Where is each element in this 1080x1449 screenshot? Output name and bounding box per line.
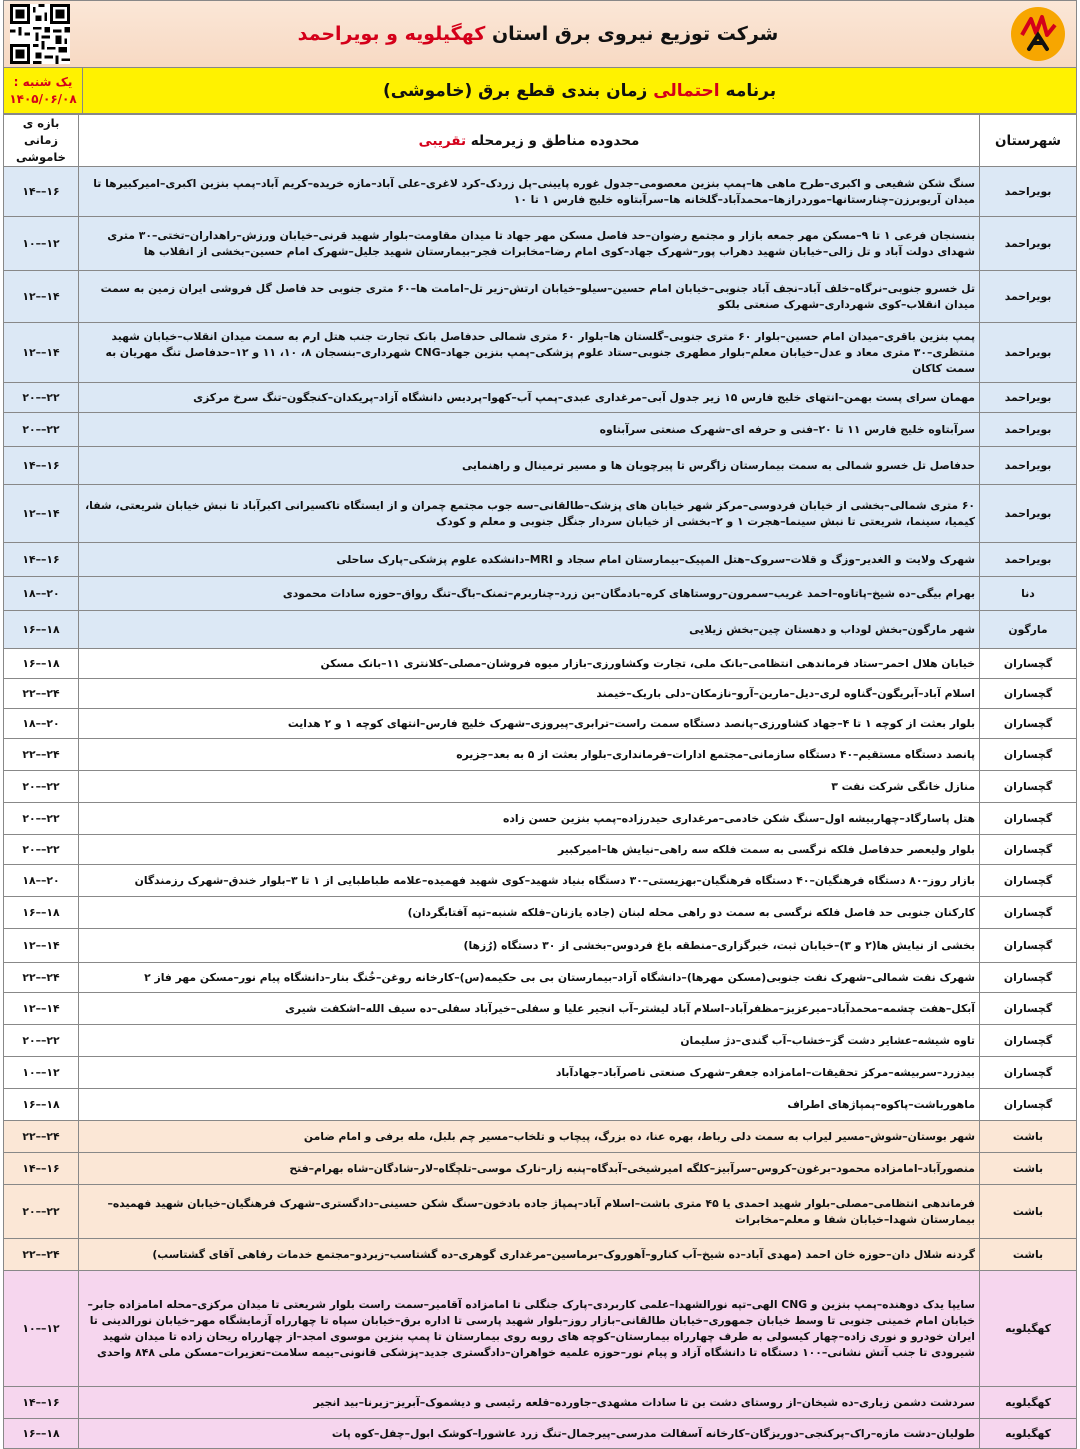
row-areas: بلوار بعثت از کوچه ۱ تا ۴–جهاد کشاورزی–پانصد دستگاه سمت راست–ترابری–پیروزی–شهرک خلیج فارس–انتهای کوچه ۱ و ۲ هدایت: [79, 709, 980, 739]
row-time: ۱۸––۲۰: [4, 865, 79, 897]
row-areas: شهر بوستان–شوش–مسیر لیراب به سمت دلی رباط، بهره عنا، ده بزرگ، پیچاب و تلخاب–مسیر چم بلبل، مله برفی و امام ضامن: [79, 1121, 980, 1153]
row-city: بویراحمد: [980, 323, 1077, 383]
row-city: بویراحمد: [980, 543, 1077, 577]
row-areas: منصورآباد–امامزاده محمود–برغون–کروس–سرآبیز–کلگه امیرشیخی–آبدگاه–پنبه زار–نارک موسی–تلچگاه–لار–شادگان–شاه بهرام–فتح: [79, 1153, 980, 1185]
row-city: باشت: [980, 1153, 1077, 1185]
row-areas: شهر مارگون–بخش لوداب و دهستان چین–بخش زیلایی: [79, 611, 980, 649]
row-time: ۲۰––۲۲: [4, 835, 79, 865]
row-areas: شهرک نفت شمالی–شهرک نفت جنوبی(مسکن مهرها)–دانشگاه آزاد–بیمارستان بی بی حکیمه(س)–کارخانه روغن–خُنگ بنار–دانشگاه پیام نور–مسکن مهر فاز ۲: [79, 963, 980, 993]
row-city: باشت: [980, 1239, 1077, 1271]
program-highlight: احتمالی: [653, 80, 720, 101]
table-row: [4, 1239, 1077, 1271]
row-time: ۲۰––۲۲: [4, 383, 79, 413]
table-row: [4, 543, 1077, 577]
table-row: [4, 739, 1077, 771]
row-areas: گردنه شلال دان–حوزه خان احمد (مهدی آباد–ده شیخ–آب کنارو–آهوروک–برماسین–مرغداری گوهری–ده گشتاسب–زیردو–مجتمع خدمات رفاهی آقای گشتاسب): [79, 1239, 980, 1271]
table-row: [4, 1153, 1077, 1185]
col-city: شهرستان: [980, 115, 1077, 167]
table-row: [4, 1121, 1077, 1153]
row-time: ۱۲––۱۴: [4, 485, 79, 543]
row-city: گچساران: [980, 1089, 1077, 1121]
table-row: [4, 413, 1077, 447]
row-time: ۱۶––۱۸: [4, 1419, 79, 1449]
table-header-row: [4, 115, 1077, 167]
row-time: ۲۰––۲۲: [4, 803, 79, 835]
row-time: ۱۴––۱۶: [4, 1153, 79, 1185]
row-time: ۱۸––۲۰: [4, 577, 79, 611]
row-time: ۱۸––۲۰: [4, 709, 79, 739]
qr-code-icon: [10, 4, 70, 64]
row-time: ۱۰––۱۲: [4, 1057, 79, 1089]
table-row: [4, 1387, 1077, 1419]
row-city: گچساران: [980, 803, 1077, 835]
table-body: [4, 167, 1077, 1449]
table-row: [4, 447, 1077, 485]
row-areas: شهرک ولایت و الغدیر–وزگ و قلات–سروک–هتل المپیک–بیمارستان امام سجاد و MRI–دانشکده علوم پزشکی–پارک ساحلی: [79, 543, 980, 577]
table-row: [4, 835, 1077, 865]
row-time: ۱۰––۱۲: [4, 217, 79, 271]
row-city: کهگیلویه: [980, 1387, 1077, 1419]
row-city: گچساران: [980, 709, 1077, 739]
row-city: گچساران: [980, 963, 1077, 993]
row-time: ۱۶––۱۸: [4, 611, 79, 649]
table-row: [4, 271, 1077, 323]
row-areas: بازار روز–۸۰ دستگاه فرهنگیان–۴۰ دستگاه فرهنگیان–بهزیستی–۳۰ دستگاه بنیاد شهید–کوی شهید فهمیده–علامه طباطبایی از ۱ تا ۳–بلوار خندق–شهرک رزمندگان: [79, 865, 980, 897]
company-title: [70, 23, 1006, 45]
table-row: [4, 383, 1077, 413]
row-areas: ماهورباشت–پاکوه–پمپاژهای اطراف: [79, 1089, 980, 1121]
row-areas: تاوه شیشه–عشایر دشت گز–خشاب–آب گندی–دژ سلیمان: [79, 1025, 980, 1057]
row-city: بویراحمد: [980, 447, 1077, 485]
program-title: [83, 68, 1076, 113]
row-city: گچساران: [980, 993, 1077, 1025]
table-row: [4, 993, 1077, 1025]
row-city: گچساران: [980, 679, 1077, 709]
row-city: بویراحمد: [980, 485, 1077, 543]
row-city: مارگون: [980, 611, 1077, 649]
header: [3, 0, 1077, 68]
program-suffix: زمان بندی قطع برق (خاموشی): [382, 80, 648, 101]
row-areas: طولیان–دشت مازه–راک–پرکنجی–دوریزگان–کارخانه آسفالت مدرسی–پیرجمال–تنگ زرد عاشورا–کوشک ابول–چفل–کوه پات: [79, 1419, 980, 1449]
row-city: باشت: [980, 1121, 1077, 1153]
row-areas: مهمان سرای پست بهمن–انتهای خلیج فارس ۱۵ زیر جدول آبی–مرغداری عبدی–پمپ آب–کهوا–پردیس دانشگاه آزاد–پریکدان–کنجگون–تنگ سرخ مرکزی: [79, 383, 980, 413]
program-prefix: برنامه: [725, 80, 777, 101]
row-areas: بلوار ولیعصر حدفاصل فلکه نرگسی به سمت فلکه سه راهی–نیایش ها–امیرکبیر: [79, 835, 980, 865]
row-time: ۲۲––۲۴: [4, 1121, 79, 1153]
table-row: [4, 577, 1077, 611]
row-areas: سایپا یدک دوهنده–پمپ بنزین و CNG الهی–تپه نورالشهدا–علمی کاربردی–پارک جنگلی تا امامزاده آقامیر–سمت راست بلوار شریعتی تا میدان مرکزی–محله امامزاده جابر–خیابان امام خمینی جنوبی تا وسط خیابان جمهوری–خیابان طالقانی–بازار روز–بلوار شهید پارسی تا اداره برق–خیابان سپاه تا چهارراه آزمایشگاه مهر–خیابان نورالدینی تا ایران خودرو و نوری زاده–چهار کیسولی به طرف چهارراه بیمارستان–کوچه های روبه روی بیمارستان تا پمپ بنزین موسوی امجد–از چهارراه ریحان زاده تا میدان شهید شیرودی تا جنب آتش نشانی–۱۰۰ دستگاه تا دانشگاه آزاد و پیام نور–حوزه علمیه خواهران–دادگستری جدید–پزشکی قانونی–بیمه سلامت–تعزیرات–مسکن ملی ۸۴۸ واحدی: [79, 1271, 980, 1387]
row-time: ۱۲––۱۴: [4, 323, 79, 383]
row-time: ۱۴––۱۶: [4, 543, 79, 577]
table-row: [4, 865, 1077, 897]
row-city: گچساران: [980, 1025, 1077, 1057]
row-areas: هتل پاسارگاد–چهاربیشه اول–سنگ شکن خادمی–مرغداری حیدرزاده–پمپ بنزین حسن زاده: [79, 803, 980, 835]
row-city: باشت: [980, 1185, 1077, 1239]
row-time: ۱۶––۱۸: [4, 1089, 79, 1121]
table-row: [4, 897, 1077, 929]
table-row: [4, 803, 1077, 835]
row-time: ۲۰––۲۲: [4, 413, 79, 447]
row-time: ۱۰––۱۲: [4, 1271, 79, 1387]
row-city: بویراحمد: [980, 383, 1077, 413]
row-areas: خیابان هلال احمر–ستاد فرماندهی انتظامی–بانک ملی، تجارت وکشاورزی–بازار میوه فروشان–مصلی–کلانتری ۱۱–بانک مسکن: [79, 649, 980, 679]
table-row: [4, 929, 1077, 963]
row-time: ۱۶––۱۸: [4, 649, 79, 679]
row-time: ۱۴––۱۶: [4, 167, 79, 217]
date-box: [4, 68, 83, 113]
row-time: ۱۴––۱۶: [4, 447, 79, 485]
row-city: کهگیلویه: [980, 1419, 1077, 1449]
row-areas: بیدزرد–سربیشه–مرکز تحقیقات–امامزاده جعفر–شهرک صنعتی ناصرآباد–جهادآباد: [79, 1057, 980, 1089]
row-city: گچساران: [980, 929, 1077, 963]
row-areas: سردشت دشمن زیاری–ده شیخان–از روستای دشت بن تا سادات مشهدی–جاورده–قلعه رئیسی و دیشموک–آبریز–زیرنا–بید انجیر: [79, 1387, 980, 1419]
row-areas: منازل خانگی شرکت نفت ۳: [79, 771, 980, 803]
row-areas: بنسنجان فرعی ۱ تا ۹–مسکن مهر جمعه بازار و مجتمع رضوان–حد فاصل مسکن مهر جهاد تا میدان مقاومت–بلوار شهید قرنی–خیابان ورزش–راهداران–تختی–۳۰ متری شهدای دولت آباد و تل زالی–خیابان شهید دهراب پور–شهرک جهاد–کوی امام رضا–مخابرات فجر–بیمارستان شهید جلیل–شهرک امام حسین–بخشی از انقلاب ها: [79, 217, 980, 271]
weekday: یک شنبه :: [13, 74, 73, 89]
table-row: [4, 1025, 1077, 1057]
date: ۱۴۰۵/۰۶/۰۸: [9, 91, 77, 106]
row-time: ۲۲––۲۴: [4, 1239, 79, 1271]
row-time: ۱۲––۱۴: [4, 993, 79, 1025]
table-row: [4, 167, 1077, 217]
company-prefix: شرکت توزیع نیروی برق استان: [491, 23, 779, 45]
row-areas: سنگ شکن شفیعی و اکبری–طرح ماهی ها–پمپ بنزین معصومی–جدول غوره پایینی–پل زردک–کرد لاغری–علی آباد–مازه خریده–کریم آباد–پمپ بنزین اکبری–امیرکبیرها تا میدان آریوبرزن–چنارستانها–موردرازها–محمدآباد–گلخانه ها–سرآبتاوه خلیج فارس ۱ تا ۱۰: [79, 167, 980, 217]
table-row: [4, 709, 1077, 739]
row-areas: سرآبتاوه خلیج فارس ۱۱ تا ۲۰–فنی و حرفه ای–شهرک صنعتی سرآبتاوه: [79, 413, 980, 447]
row-areas: بخشی از نیایش ها(۲ و ۳)–خیابان ثبت، خبرگزاری–منطقه باغ فردوس–بخشی از ۳۰ دستگاه (رُزها): [79, 929, 980, 963]
row-city: دنا: [980, 577, 1077, 611]
row-areas: اسلام آباد–آبریگون–گناوه لری–دیل–مارین–آرو–نازمکان–دلی باریک–خیمند: [79, 679, 980, 709]
row-city: گچساران: [980, 835, 1077, 865]
table-row: [4, 485, 1077, 543]
row-city: بویراحمد: [980, 217, 1077, 271]
row-time: ۲۲––۲۴: [4, 679, 79, 709]
table-row: [4, 1089, 1077, 1121]
row-areas: ۶۰ متری شمالی–بخشی از خیابان فردوسی–مرکز شهر خیابان های پزشک–طالقانی–سه جوب مجتمع چمران و از ایستگاه تاکسیرانی اکبرآباد تا نبش خیابان شریعتی، شفا، کیمیا، سینما، شریعتی تا نبش سینما–هجرت ۱ و ۲–بخشی از خیابان سردار جنگل جنوبی و معلم و کودک: [79, 485, 980, 543]
table-row: [4, 1271, 1077, 1387]
table-row: [4, 611, 1077, 649]
row-city: کهگیلویه: [980, 1271, 1077, 1387]
program-bar: [3, 68, 1077, 114]
schedule-page: [3, 0, 1077, 1449]
row-areas: آبکل–هفت چشمه–محمدآباد–میرعزیز–مظفرآباد–اسلام آباد لیشتر–آب انجیر علیا و سفلی–خیرآباد سفلی–ده سیف الله–اشکفت شیری: [79, 993, 980, 1025]
row-city: گچساران: [980, 865, 1077, 897]
company-province: کهگیلویه و بویراحمد: [297, 23, 486, 45]
row-city: گچساران: [980, 649, 1077, 679]
row-city: گچساران: [980, 897, 1077, 929]
col-areas-prefix: محدوده مناطق و زیرمحله: [470, 132, 640, 149]
col-areas: [79, 115, 980, 167]
table-row: [4, 679, 1077, 709]
row-time: ۱۲––۱۴: [4, 929, 79, 963]
row-areas: حدفاصل تل خسرو شمالی به سمت بیمارستان زاگرس تا پیرچویان ها و مسیر ترمینال و راهنمایی: [79, 447, 980, 485]
row-time: ۲۰––۲۲: [4, 771, 79, 803]
table-row: [4, 649, 1077, 679]
row-time: ۱۶––۱۸: [4, 897, 79, 929]
col-areas-highlight: تقریبی: [418, 132, 467, 149]
row-city: بویراحمد: [980, 413, 1077, 447]
row-city: گچساران: [980, 771, 1077, 803]
table-row: [4, 1057, 1077, 1089]
col-time: بازه ی زمانی خاموشی: [4, 115, 79, 167]
row-time: ۲۰––۲۲: [4, 1025, 79, 1057]
row-time: ۱۲––۱۴: [4, 271, 79, 323]
power-company-logo-icon: [1006, 2, 1070, 66]
row-time: ۱۴––۱۶: [4, 1387, 79, 1419]
row-areas: فرماندهی انتظامی–مصلی–بلوار شهید احمدی یا ۴۵ متری باشت–اسلام آباد–پمپاژ جاده بادخون–سنگ شکن حسینی–دادگستری–شهرک فرهنگیان–خیابان شهید فهمیده–بیمارستان شهدا–خیابان شفا و معلم–مخابرات: [79, 1185, 980, 1239]
table-row: [4, 217, 1077, 271]
table-row: [4, 771, 1077, 803]
row-areas: پانصد دستگاه مستقیم–۴۰ دستگاه سازمانی–مجتمع ادارات–فرمانداری–بلوار بعثت از ۵ به بعد–جزیره: [79, 739, 980, 771]
table-row: [4, 323, 1077, 383]
schedule-table: [3, 114, 1077, 1449]
row-city: گچساران: [980, 1057, 1077, 1089]
table-row: [4, 1419, 1077, 1449]
row-city: گچساران: [980, 739, 1077, 771]
row-city: بویراحمد: [980, 167, 1077, 217]
row-time: ۲۲––۲۴: [4, 739, 79, 771]
row-areas: بهرام بیگی–ده شیخ–پاتاوه–احمد غریب–سمرون–روستاهای کره–بادمگان–بن زرد–چناربرم–تمنک–باگ–تنگ رواق–حوزه سادات محمودی: [79, 577, 980, 611]
row-areas: پمپ بنزین باقری–میدان امام حسین–بلوار ۶۰ متری جنوبی–گلستان ها–بلوار ۶۰ متری شمالی حدفاصل بانک تجارت جنب هتل ارم به سمت میدان انقلاب–خیابان شهید منتظری–۳۰ متری معاد و عدل–خیابان معلم–بلوار مطهری جنوبی–ستاد علوم پزشکی–پمپ بنزین جهاد–CNG شهرداری–بنسجان ۸، ۱۰، ۱۱ و ۱۲–حدفاصل تنگ مهریان به سمت کاکان: [79, 323, 980, 383]
row-time: ۲۲––۲۴: [4, 963, 79, 993]
row-areas: کارکنان جنوبی حد فاصل فلکه نرگسی به سمت دو راهی محله لبنان (جاده یازنان–فلکه شنبه–تپه آفتابگردان): [79, 897, 980, 929]
row-city: بویراحمد: [980, 271, 1077, 323]
table-row: [4, 1185, 1077, 1239]
row-areas: تل خسرو جنوبی–نرگاه–خلف آباد–نجف آباد جنوبی–خیابان امام حسین–سیلو–خیابان ارتش–زیر تل–امامت ها–۶۰ متری جنوبی حد فاصل گل فروشی ایران زمین به سمت میدان انقلاب–کوی شهرداری–شهرک صنعتی بلکو: [79, 271, 980, 323]
row-time: ۲۰––۲۲: [4, 1185, 79, 1239]
table-row: [4, 963, 1077, 993]
